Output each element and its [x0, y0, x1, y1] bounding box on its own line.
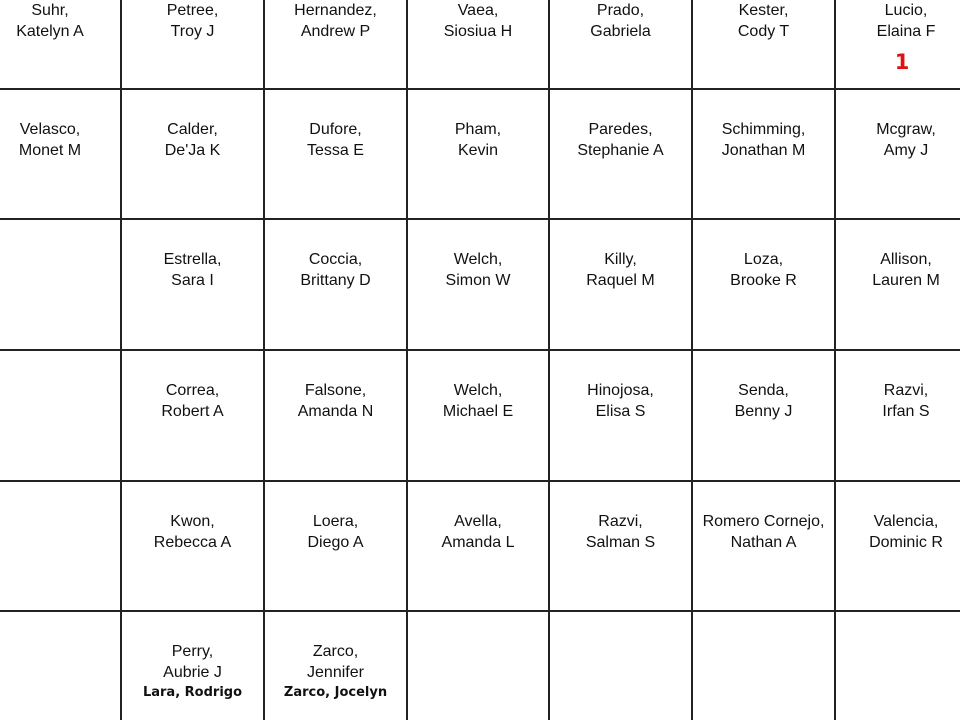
seat-cell [550, 119, 692, 161]
student-first-name: Amanda N [297, 403, 374, 420]
student-last-name: Perry, [171, 643, 214, 660]
student-last-name: Correa, [165, 382, 220, 399]
seat-cell [693, 0, 835, 42]
student-last-name: Paredes, [588, 121, 653, 138]
student-last-name: Loera, [312, 513, 359, 530]
handwritten-added-name: Zarco, Jocelyn [283, 685, 388, 700]
student-first-name: Dominic R [869, 534, 943, 551]
student-last-name: Zarco, [312, 643, 359, 660]
student-first-name: Cody T [737, 23, 790, 40]
student-first-name: Elaina F [876, 23, 936, 40]
student-first-name: Tessa E [307, 142, 364, 159]
seat-cell [122, 249, 264, 291]
student-first-name: Stephanie A [577, 142, 664, 159]
student-last-name: Schimming, [721, 121, 806, 138]
student-last-name: Hernandez, [294, 2, 377, 19]
student-last-name: Killy, [604, 251, 637, 268]
seat-cell [407, 380, 549, 422]
student-last-name: Vaea, [457, 2, 499, 19]
seat-cell [835, 380, 960, 422]
student-last-name: Calder, [167, 121, 218, 138]
seat-cell [122, 380, 264, 422]
student-first-name: Benny J [734, 403, 793, 420]
student-first-name: Brooke R [730, 272, 797, 289]
grid-row-divider [0, 480, 960, 482]
student-first-name: Gabriela [590, 23, 651, 40]
student-first-name: Salman S [585, 534, 656, 551]
student-last-name: Pham, [454, 121, 502, 138]
student-first-name: Monet M [18, 142, 82, 159]
seat-cell [693, 380, 835, 422]
seat-cell [265, 380, 407, 422]
seat-cell [550, 380, 692, 422]
student-last-name: Falsone, [304, 382, 367, 399]
seat-cell [835, 249, 960, 291]
seat-cell [835, 511, 960, 553]
student-last-name: Dufore, [309, 121, 362, 138]
seat-cell [693, 511, 835, 553]
student-last-name: Coccia, [308, 251, 363, 268]
student-first-name: Elisa S [595, 403, 646, 420]
seat-cell [407, 511, 549, 553]
grid-column-divider [548, 0, 550, 720]
student-first-name: Irfan S [882, 403, 930, 420]
seat-cell [265, 0, 407, 42]
student-first-name: Brittany D [300, 272, 371, 289]
student-first-name: Lauren M [872, 272, 940, 289]
student-first-name: Troy J [170, 23, 215, 40]
grid-column-divider [406, 0, 408, 720]
grid-row-divider [0, 88, 960, 90]
seat-cell [407, 249, 549, 291]
seat-cell [407, 119, 549, 161]
grid-column-divider [120, 0, 122, 720]
student-first-name: Amy J [883, 142, 929, 159]
student-last-name: Estrella, [163, 251, 222, 268]
seat-cell [550, 249, 692, 291]
seat-cell [122, 0, 264, 42]
seat-cell [835, 0, 960, 42]
grid-row-divider [0, 349, 960, 351]
student-first-name: Siosiua H [443, 23, 513, 40]
student-last-name: Suhr, [31, 2, 69, 19]
annotation-number: 1 [894, 50, 910, 74]
student-first-name: Sara I [171, 272, 214, 289]
student-last-name: Senda, [738, 382, 789, 399]
student-last-name: Kwon, [170, 513, 215, 530]
seat-cell [265, 249, 407, 291]
grid-column-divider [263, 0, 265, 720]
student-last-name: Razvi, [598, 513, 643, 530]
grid-column-divider [834, 0, 836, 720]
seat-cell [0, 0, 121, 42]
handwritten-added-name: Lara, Rodrigo [142, 685, 243, 700]
student-first-name: Amanda L [441, 534, 515, 551]
student-first-name: Jennifer [307, 664, 364, 681]
student-last-name: Lucio, [884, 2, 928, 19]
grid-row-divider [0, 610, 960, 612]
seat-cell [550, 511, 692, 553]
student-first-name: Kevin [457, 142, 499, 159]
student-last-name: Kester, [738, 2, 789, 19]
seat-cell [835, 119, 960, 161]
seat-cell [550, 0, 692, 42]
student-last-name: Mcgraw, [876, 121, 936, 138]
seat-cell [265, 119, 407, 161]
student-last-name: Welch, [453, 251, 503, 268]
student-last-name: Valencia, [873, 513, 939, 530]
student-first-name: Jonathan M [721, 142, 806, 159]
student-last-name: Prado, [596, 2, 645, 19]
student-last-name: Loza, [743, 251, 784, 268]
student-last-name: Allison, [880, 251, 932, 268]
student-last-name: Avella, [454, 513, 502, 530]
seat-cell [122, 511, 264, 553]
student-first-name: Diego A [307, 534, 364, 551]
student-first-name: Robert A [161, 403, 224, 420]
student-last-name: Petree, [166, 2, 219, 19]
student-last-name: Hinojosa, [587, 382, 654, 399]
seat-cell [122, 641, 264, 701]
grid-column-divider [691, 0, 693, 720]
student-first-name: Rebecca A [153, 534, 232, 551]
seat-cell [0, 119, 121, 161]
student-last-name: Welch, [453, 382, 503, 399]
student-first-name: Katelyn A [16, 23, 84, 40]
seat-cell [122, 119, 264, 161]
student-first-name: Nathan A [730, 534, 797, 551]
student-last-name: Razvi, [883, 382, 929, 399]
seat-cell [693, 249, 835, 291]
grid-row-divider [0, 218, 960, 220]
student-first-name: Michael E [442, 403, 514, 420]
student-first-name: Raquel M [586, 272, 655, 289]
seat-cell [265, 511, 407, 553]
student-first-name: Andrew P [300, 23, 371, 40]
student-first-name: Aubrie J [163, 664, 222, 681]
student-last-name: Velasco, [19, 121, 81, 138]
seat-cell [693, 119, 835, 161]
seat-cell [407, 0, 549, 42]
student-first-name: De'Ja K [164, 142, 221, 159]
student-last-name: Romero Cornejo, [702, 513, 825, 530]
student-first-name: Simon W [445, 272, 511, 289]
seat-cell [265, 641, 407, 701]
